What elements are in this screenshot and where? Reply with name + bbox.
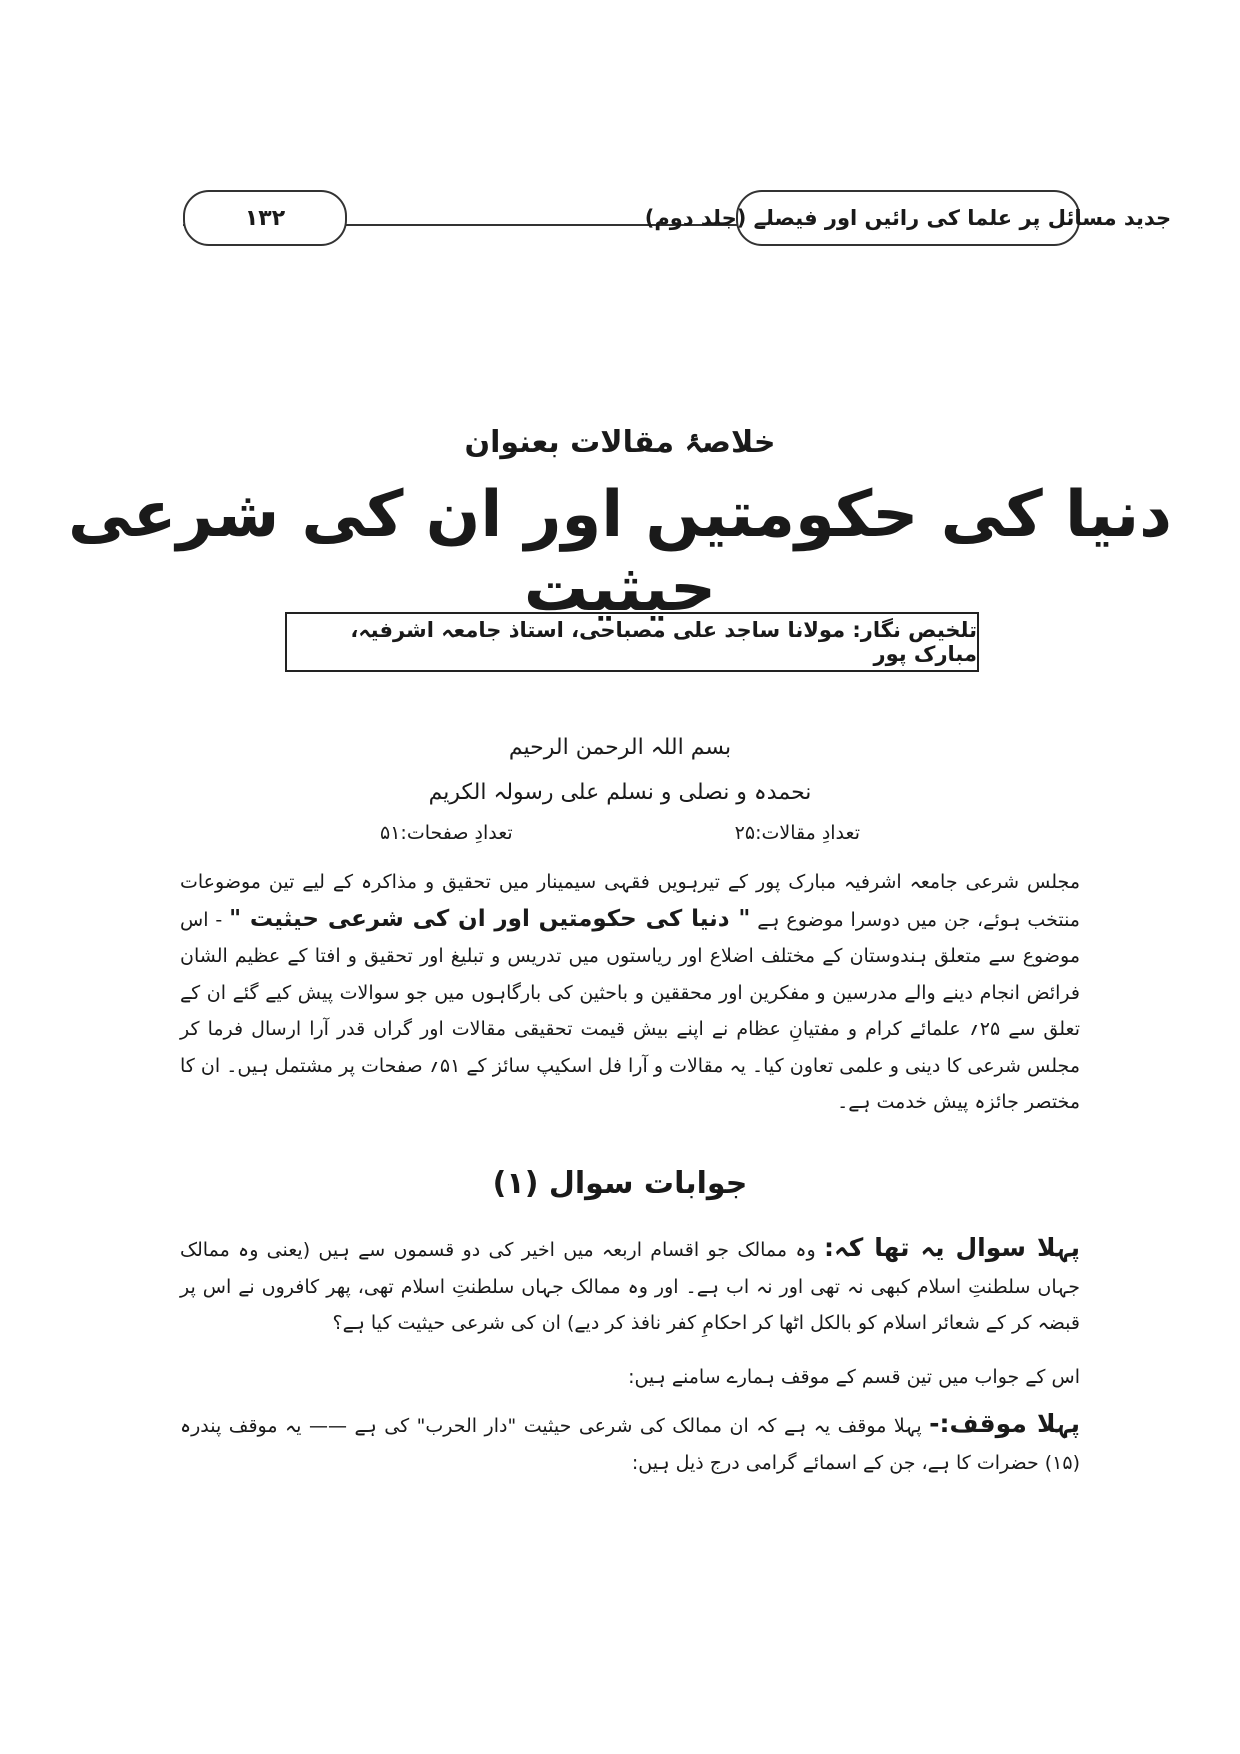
intro-text-1: مجلس شرعی جامعہ اشرفیہ مبارک پور کے تیرہویں فقہی سیمینار میں تحقیق و مذاکرہ کے لیے تین موضوعات منتخب ہوئے، جن میں دوسرا موضوع ہے xyxy=(180,871,1080,931)
stance-text: پہلا موقف یہ ہے کہ ان ممالک کی شرعی حیثیت "دار الحرب" کی ہے —— یہ موقف پندرہ (۱۵) حضرات کا ہے، جن کے اسمائے گرامی درج ذیل ہیں: xyxy=(180,1415,1080,1474)
articles-count: تعدادِ مقالات:۲۵ xyxy=(734,822,860,844)
stance-paragraph xyxy=(180,1406,1080,1481)
page-number: ۱۳۲ xyxy=(183,190,347,246)
running-title: جدید مسائل پر علما کی رائیں اور فیصلے (جلد دوم) xyxy=(736,190,1080,246)
stance-lead: پہلا موقف:- xyxy=(929,1409,1081,1438)
section-heading: جوابات سوال (۱) xyxy=(492,1166,748,1201)
series-label: خلاصۂ مقالات بعنوان xyxy=(464,425,776,460)
basmala: بسم اللہ الرحمن الرحیم xyxy=(508,735,732,760)
intro-paragraph xyxy=(180,864,1080,1121)
page-title: دنیا کی حکومتیں اور ان کی شرعی حیثیت xyxy=(68,478,1172,626)
summarizer-box xyxy=(285,612,979,672)
stances-intro: اس کے جواب میں تین قسم کے موقف ہمارے سامنے ہیں: xyxy=(628,1366,1080,1388)
stats-row xyxy=(380,822,860,852)
question-paragraph xyxy=(180,1230,1080,1342)
summarizer-text: تلخیص نگار: مولانا ساجد علی مصباحی، استاذ جامعہ اشرفیہ، مبارک پور xyxy=(350,618,977,666)
hamdala: نحمدہ و نصلی و نسلم علی رسولہ الکریم xyxy=(428,780,812,805)
question-lead: پہلا سوال یہ تھا کہ: xyxy=(824,1233,1080,1262)
intro-text-2: - اس موضوع سے متعلق ہندوستان کے مختلف اضلاع اور ریاستوں میں تدریس و تبلیغ اور تحقیق و افتا کے عظیم الشان فرائض انجام دینے والے مدرسین و مفکرین اور محققین و باحثین کی بارگاہوں میں جو سوالات پیش کیے گئے ان کے تعلق سے ۲۵؍ علمائے کرام و مفتیانِ عظام نے اپنے بیش قیمت تحقیقی مقالات اور گراں قدر آرا ارسال فرما کر مجلس شرعی کا دینی و علمی تعاون کیا۔ یہ مقالات و آرا فل اسکیپ سائز کے ۵۱؍ صفحات پر مشتمل ہیں۔ ان کا مختصر جائزہ پیش خدمت ہے۔ xyxy=(180,908,1081,1113)
question-text: وہ ممالک جو اقسام اربعہ میں اخیر کی دو قسموں سے ہیں (یعنی وہ ممالک جہاں سلطنتِ اسلام کبھی نہ تھی اور نہ اب ہے۔ اور وہ ممالک جہاں سلطنتِ اسلام تھی، پھر کافروں نے اس پر قبضہ کر کے شعائر اسلام کو بالکل اٹھا کر احکامِ کفر نافذ کر دیے) ان کی شرعی حیثیت کیا ہے؟ xyxy=(180,1239,1080,1334)
pages-count: تعدادِ صفحات:۵۱ xyxy=(380,822,513,844)
topic-highlight: " دنیا کی حکومتیں اور ان کی شرعی حیثیت " xyxy=(229,905,751,932)
